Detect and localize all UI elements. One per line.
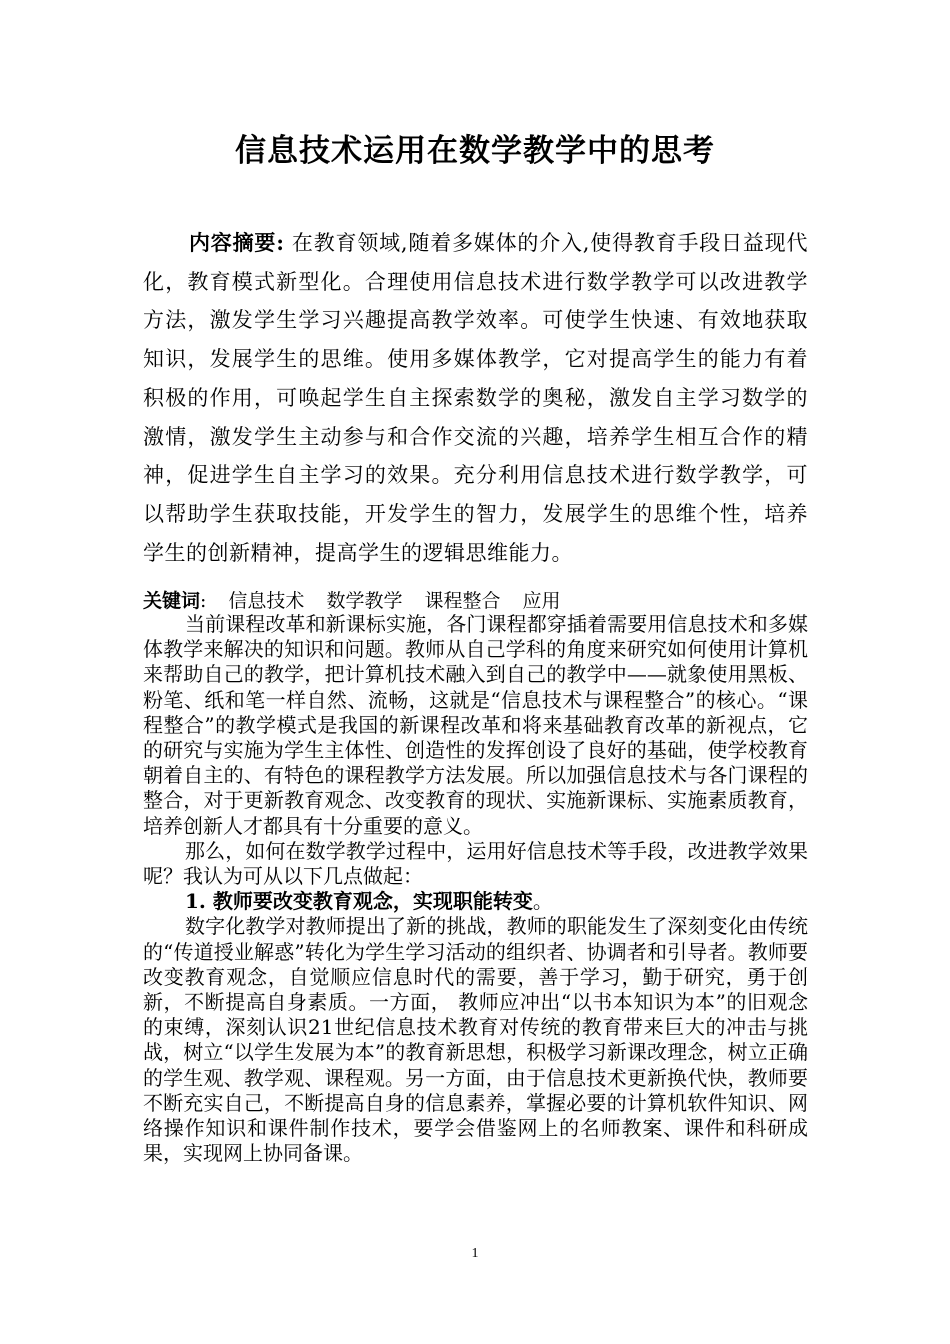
paragraph-question: 那么，如何在数学教学过程中，运用好信息技术等手段，改进教学效果呢？我认为可从以下几点做起：: [143, 838, 808, 889]
abstract: [143, 224, 808, 572]
section-heading-end: 。: [532, 889, 553, 914]
keywords-colon: :: [200, 590, 207, 612]
paragraph-intro: 当前课程改革和新课标实施，各门课程都穿插着需要用信息技术和多媒体教学来解决的知识和问题。教师从自己学科的角度来研究如何使用计算机来帮助自己的教学，把计算机技术融入到自己的教学中——就象使用黑板、粉笔、纸和笔一样自然、流畅，这就是“信息技术与课程整合”的核心。“课程整合”的教学模式是我国的新课程改革和将来基础教育改革的新视点，它的研究与实施为学生主体性、创造性的发挥创设了良好的基础，使学校教育朝着自主的、有特色的课程教学方法发展。所以加强信息技术与各门课程的整合，对于更新教育观念、改变教育的现状、实施新课标、实施素质教育，培养创新人才都具有十分重要的意义。: [143, 612, 808, 838]
abstract-label: 内容摘要:: [189, 230, 285, 255]
paragraph-section-1: 数字化教学对教师提出了新的挑战，教师的职能发生了深刻变化由传统的“传道授业解惑”转化为学生学习活动的组织者、协调者和引导者。教师要改变教育观念，自觉顺应信息时代的需要，善于学习，勤于研究，勇于创新，不断提高自身素质。一方面， 教师应冲出“以书本知识为本”的旧观念的束缚，深刻认识21世纪信息技术教育对传统的教育带来巨大的冲击与挑战，树立“以学生发展为本”的教育新思想，积极学习新课改理念，树立正确的学生观、教学观、课程观。另一方面，由于信息技术更新换代快，教师要不断充实自己，不断提高自身的信息素养，掌握必要的计算机软件知识、网络操作知识和课件制作技术，要学会借鉴网上的名师教案、课件和科研成果，实现网上协同备课。: [143, 914, 808, 1166]
section-heading-text: 1. 教师要改变教育观念，实现职能转变: [185, 889, 533, 914]
keyword-item: 数学教学: [326, 590, 403, 612]
section-heading-1: [143, 889, 808, 914]
keyword-item: 课程整合: [424, 590, 501, 612]
body-text: [143, 612, 808, 1166]
keyword-item: 应用: [522, 590, 561, 612]
keywords-label: 关键词: [143, 590, 201, 612]
abstract-text: 在教育领域,随着多媒体的介入,使得教育手段日益现代化，教育模式新型化。合理使用信息技术进行数学教学可以改进教学方法，激发学生学习兴趣提高教学效率。可使学生快速、有效地获取知识，发展学生的思维。使用多媒体教学，它对提高学生的能力有着积极的作用，可唤起学生自主探索数学的奥秘，激发自主学习数学的激情，激发学生主动参与和合作交流的兴趣，培养学生相互合作的精神，促进学生自主学习的效果。充分利用信息技术进行数学教学，可以帮助学生获取技能，开发学生的智力，发展学生的思维个性，培养学生的创新精神，提高学生的逻辑思维能力。: [143, 231, 808, 565]
page-number: 1: [471, 1246, 479, 1261]
keywords: [143, 588, 808, 614]
keyword-item: 信息技术: [228, 590, 305, 612]
page-title: 信息技术运用在数学教学中的思考: [235, 133, 715, 169]
